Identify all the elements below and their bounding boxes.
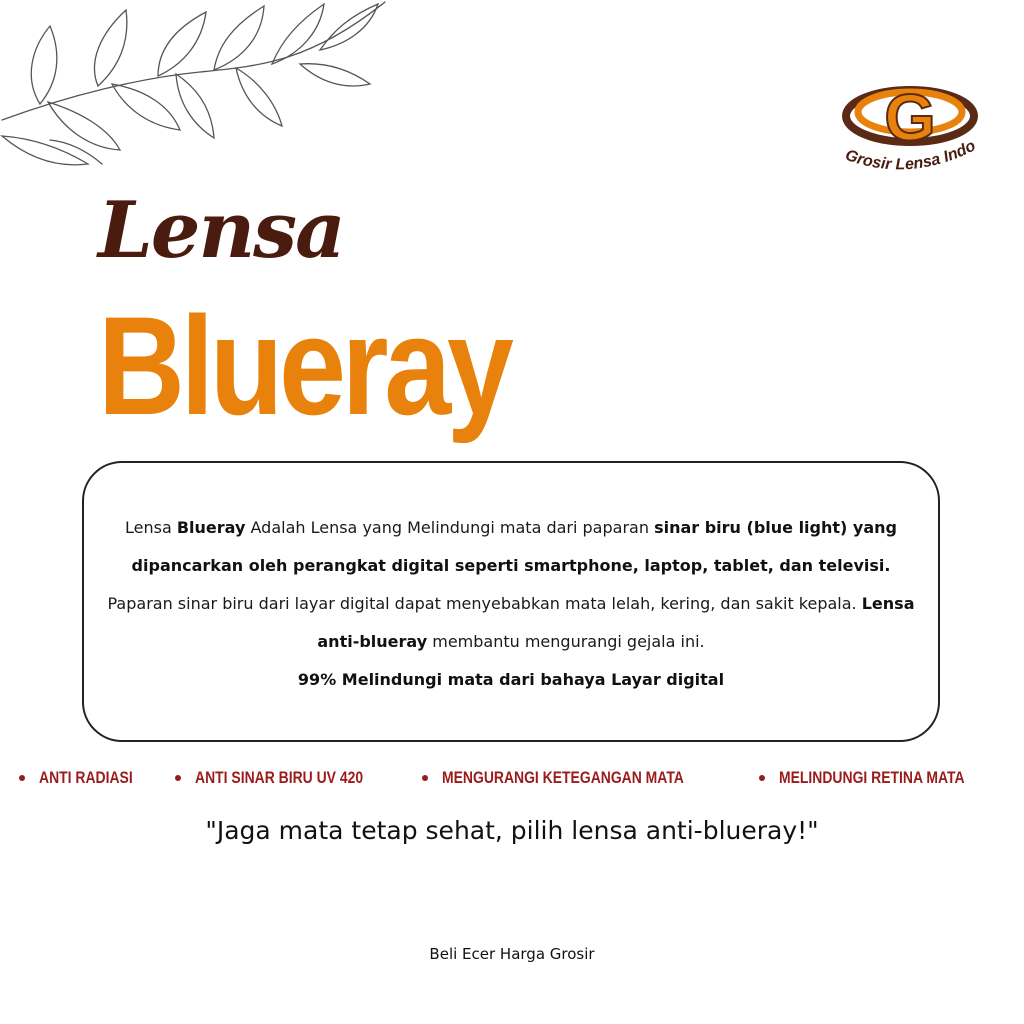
leaf-branch-icon: [0, 0, 390, 175]
bullet-dot-icon: [175, 775, 181, 781]
footer-text: Beli Ecer Harga Grosir: [429, 945, 595, 963]
feature-label: MELINDUNGI RETINA MATA: [778, 768, 965, 787]
logo-text: Grosir Lensa Indo: [842, 137, 979, 174]
description-part: Adalah Lensa yang Melindungi mata dari paparan: [245, 518, 655, 537]
main-title: Blueray: [98, 287, 510, 444]
tagline: "Jaga mata tetap sehat, pilih lensa anti-blueray!": [205, 816, 819, 845]
feature-list: [0, 768, 1024, 788]
description-part-bold: 99% Melindungi mata dari bahaya Layar digital: [297, 670, 725, 689]
description-text: [100, 509, 922, 699]
description-part-bold: sinar biru (blue light) yang dipancarkan oleh perangkat digital seperti smartphone, laptop, tablet, dan televisi.: [131, 518, 897, 575]
feature-item: [759, 768, 1005, 788]
script-title: Lensa: [98, 185, 344, 276]
bullet-dot-icon: [19, 775, 25, 781]
description-part: membantu mengurangi gejala ini.: [427, 632, 705, 651]
feature-item: [175, 768, 400, 788]
feature-label: ANTI RADIASI: [38, 768, 133, 787]
logo-letter: G: [884, 80, 936, 154]
description-part: Lensa: [125, 518, 177, 537]
feature-item: [19, 768, 153, 788]
bullet-dot-icon: [422, 775, 428, 781]
feature-item: [422, 768, 737, 788]
logo-emblem-icon: [820, 70, 1000, 190]
description-part-bold: Lensa anti-blueray: [317, 594, 915, 651]
description-part-bold: Blueray: [176, 518, 246, 537]
feature-label: MENGURANGI KETEGANGAN MATA: [441, 768, 684, 787]
feature-label: ANTI SINAR BIRU UV 420: [194, 768, 364, 787]
description-part: Paparan sinar biru dari layar digital dapat menyebabkan mata lelah, kering, dan sakit kepala.: [107, 594, 862, 613]
brand-logo: [820, 70, 1000, 190]
description-box: [82, 461, 940, 742]
bullet-dot-icon: [759, 775, 765, 781]
